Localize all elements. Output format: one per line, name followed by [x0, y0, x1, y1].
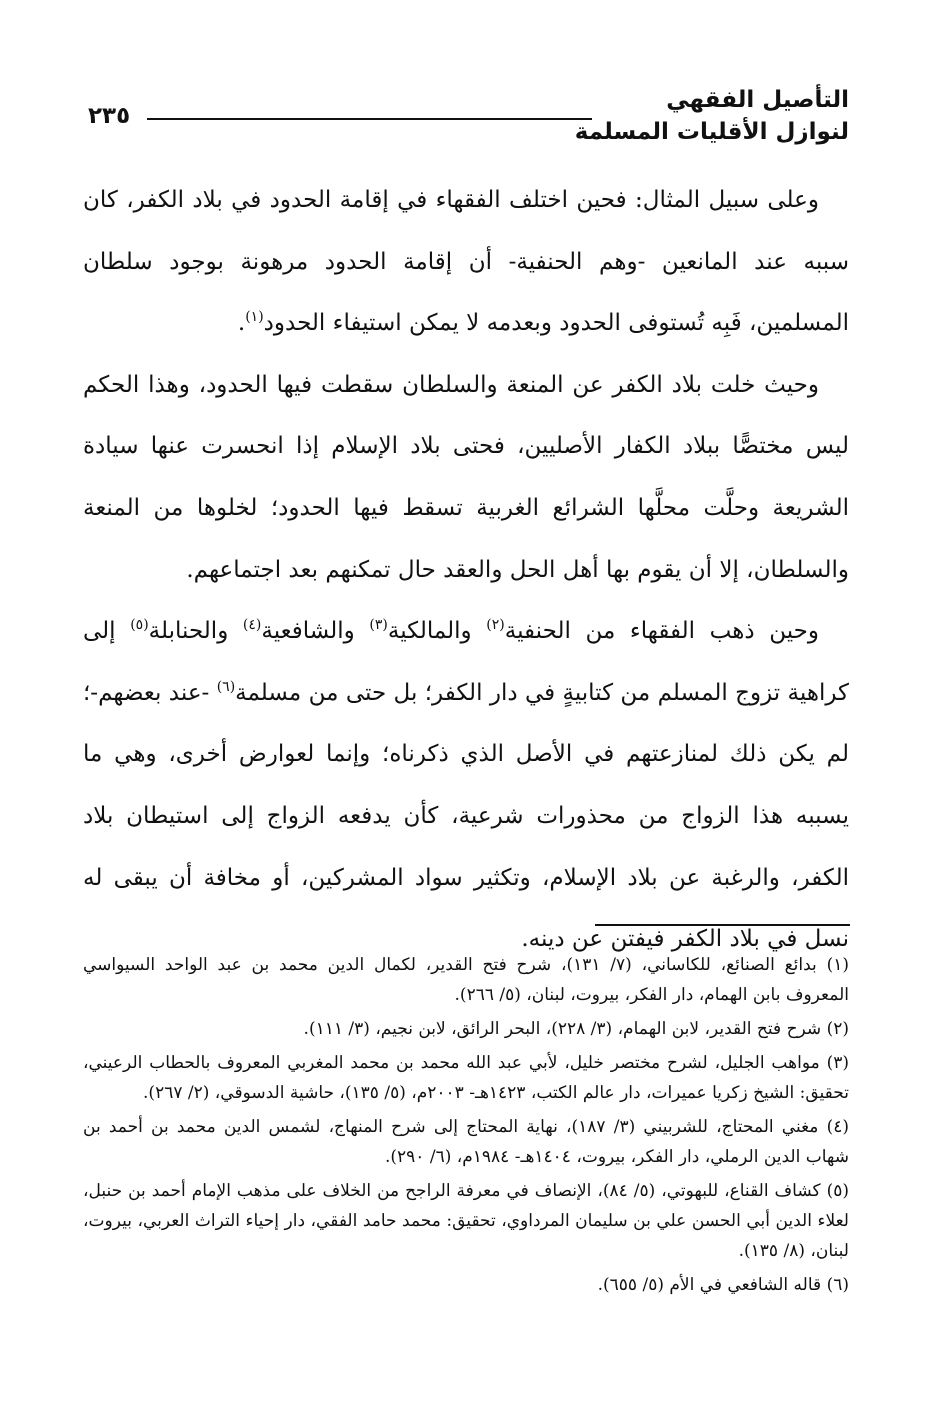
paragraph-1-end: . — [237, 310, 246, 337]
footnote-6 — [83, 1270, 849, 1300]
footnote-2 — [83, 1014, 849, 1044]
footnote-ref-4[interactable]: (٤) — [242, 617, 262, 634]
paragraph-3-text-5: إلى كراهية تزوج المسلم من كتابيةٍ في دار الكفر؛ بل حتى من مسلمة — [83, 618, 849, 706]
paragraph-3 — [83, 601, 849, 971]
paragraph-3-text-2: والمالكية — [387, 618, 487, 645]
footnote-number: (٥) — [826, 1181, 850, 1201]
paragraph-3-text-3: والشافعية — [261, 618, 370, 645]
running-header-title — [569, 84, 849, 148]
footnote-number: (١) — [826, 955, 849, 975]
paragraph-3-text-4: والحنابلة — [148, 618, 243, 645]
footnote-ref-3[interactable]: (٣) — [369, 617, 388, 634]
footnote-text: مواهب الجليل، لشرح مختصر خليل، لأبي عبد الله محمد بن محمد المغربي المعروف بالحطاب الرعيني، تحقيق: الشيخ زكريا عميرات، دار عالم الكتب، ١٤٢٣هـ- ٢٠٠٣م، (٥/ ١٣٥)، حاشية الدسوقي، (٢/ ٢٦٧). — [83, 1053, 849, 1103]
footnote-text: بدائع الصنائع، للكاساني، (٧/ ١٣١)، شرح فتح القدير، لكمال الدين محمد بن عبد الواحد السيواسي المعروف بابن الهمام، دار الفكر، بيروت، لبنان، (٥/ ٢٦٦). — [83, 955, 849, 1005]
footnotes — [83, 950, 849, 1304]
paragraph-3-text-6: -عند بعضهم-؛ لم يكن ذلك لمنازعتهم في الأصل الذي ذكرناه؛ وإنما لعوارض أخرى، وهي ما يسببه هذا الزواج من محذورات شرعية، كأن يدفعه الزواج إلى استيطان بلاد الكفر، والرغبة عن بلاد الإسلام، وتكثير سواد المشركين، أو مخافة أن يبقى له نسل في بلاد الكفر فيفتن عن دينه. — [83, 679, 849, 953]
footnote-number: (٦) — [826, 1275, 849, 1295]
paragraph-1-text: وعلى سبيل المثال: فحين اختلف الفقهاء في إقامة الحدود في بلاد الكفر، كان سببه عند المانعين -وهم الحنفية- أن إقامة الحدود مرهونة بوجود سلطان المسلمين، فَبِه تُستوفى الحدود وبعدمه لا يمكن استيفاء الحدود — [83, 187, 849, 337]
footnote-ref-6[interactable]: (٦) — [216, 678, 236, 695]
footnote-4 — [83, 1112, 849, 1172]
footnote-separator — [595, 924, 850, 926]
footnote-ref-2[interactable]: (٢) — [486, 617, 505, 634]
footnote-text: شرح فتح القدير، لابن الهمام، (٣/ ٢٢٨)، البحر الرائق، لابن نجيم، (٣/ ١١١). — [303, 1019, 822, 1039]
header-title-line-2: لنوازل الأقليات المسلمة — [574, 119, 849, 145]
footnote-number: (٢) — [826, 1019, 849, 1039]
footnote-1 — [83, 950, 849, 1010]
header-rule — [147, 118, 592, 120]
footnote-3 — [83, 1048, 849, 1108]
footnote-text: مغني المحتاج، للشربيني (٣/ ١٨٧)، نهاية المحتاج إلى شرح المنهاج، لشمس الدين محمد بن أحمد بن شهاب الدين الرملي، دار الفكر، بيروت، ١٤٠٤هـ- ١٩٨٤م، (٦/ ٢٩٠). — [83, 1117, 849, 1167]
footnote-5 — [83, 1176, 849, 1266]
page-number: ٢٣٥ — [88, 103, 131, 129]
footnote-text: قاله الشافعي في الأم (٥/ ٦٥٥). — [597, 1275, 822, 1295]
paragraph-3-text-1: وحين ذهب الفقهاء من الحنفية — [504, 618, 819, 645]
paragraph-1 — [83, 170, 849, 355]
footnote-ref-5[interactable]: (٥) — [130, 617, 149, 634]
footnote-number: (٣) — [826, 1053, 849, 1073]
footnote-number: (٤) — [826, 1117, 849, 1137]
footnote-text: كشاف القناع، للبهوتي، (٥/ ٨٤)، الإنصاف في معرفة الراجح من الخلاف على مذهب الإمام أحمد بن حنبل، لعلاء الدين أبي الحسن علي بن سليمان المرداوي، تحقيق: محمد حامد الفقي، دار إحياء التراث العربي، بيروت، لبنان، (٨/ ١٣٥). — [83, 1181, 849, 1261]
header-title-line-1: التأصيل الفقهي — [666, 87, 849, 113]
main-text — [83, 170, 849, 971]
footnote-ref-1[interactable]: (١) — [245, 309, 264, 326]
paragraph-2: وحيث خلت بلاد الكفر عن المنعة والسلطان سقطت فيها الحدود، وهذا الحكم ليس مختصًّا ببلاد الكفار الأصليين، فحتى بلاد الإسلام إذا انحسرت عنها سيادة الشريعة وحلَّت محلَّها الشرائع الغربية تسقط فيها الحدود؛ لخلوها من المنعة والسلطان، إلا أن يقوم بها أهل الحل والعقد حال تمكنهم بعد اجتماعهم. — [83, 371, 849, 583]
